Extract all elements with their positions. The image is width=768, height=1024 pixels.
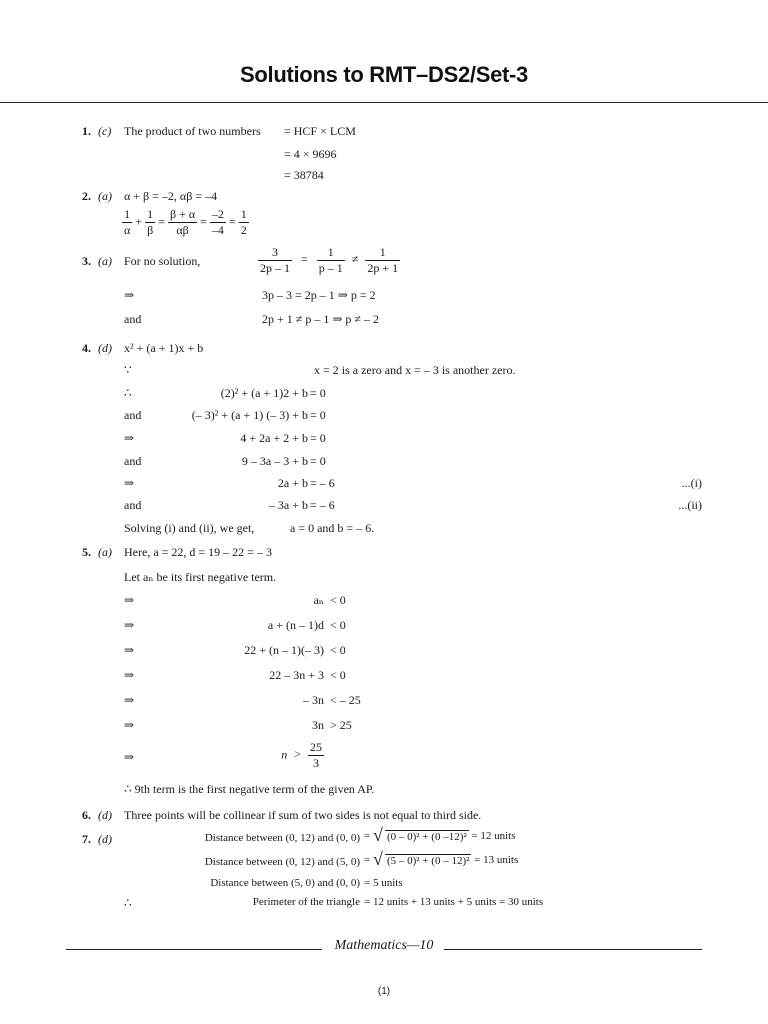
q4-implies2: ⇒ <box>124 476 135 490</box>
q4-therefore: ∴ <box>124 386 132 400</box>
q5-last-frac: $\frac{25}{3}$ <box>310 740 322 770</box>
q1-option: (c) <box>98 124 112 138</box>
q5-step-lhs: 22 + (n – 1)(– 3) <box>244 643 324 657</box>
q2-frac4: $\frac{-2}{-4}$ <box>211 207 224 237</box>
q7-d2-value: = √ (5 – 0)² + (0 – 12)² = 13 units <box>364 854 518 867</box>
q7-d1-label: Distance between (0, 12) and (0, 0) <box>204 832 360 844</box>
q4-eq3-rhs: = 0 <box>310 431 326 445</box>
q5-last-expr: n > $\frac{25}{3}$ <box>281 740 322 770</box>
q5-number: 5. <box>82 545 91 559</box>
q4-and2: and <box>124 454 142 468</box>
q6-option: (d) <box>98 808 112 822</box>
q7-perimeter-label: Perimeter of the triangle <box>252 896 360 908</box>
q4-solving: Solving (i) and (ii), we get, <box>124 521 255 535</box>
page-number: (1) <box>377 986 391 997</box>
q4-number: 4. <box>82 341 91 355</box>
q5-line1: Here, a = 22, d = 19 – 22 = – 3 <box>124 545 272 559</box>
q3-line3: 2p + 1 ≠ p – 1 ⇒ p ≠ – 2 <box>262 312 379 326</box>
q5-step-rhs: < 0 <box>330 618 346 632</box>
q4-and3: and <box>124 498 142 512</box>
q5-step-arrow: ⇒ <box>124 693 135 707</box>
q2-number: 2. <box>82 189 91 203</box>
q3-frac1: $\frac{3}{2p - 1}$ <box>260 245 290 275</box>
q2-option: (a) <box>98 189 112 203</box>
q3-frac3: $\frac{1}{2p + 1}$ <box>367 245 399 275</box>
q6-text: Three points will be collinear if sum of two sides is not equal to third side. <box>124 808 482 822</box>
q7-d3-label: Distance between (5, 0) and (0, 0) <box>210 877 360 889</box>
q4-eq2-rhs: = 0 <box>310 408 326 422</box>
q7-d1-value: = √ (0 – 0)² + (0 –12)² = 12 units <box>364 830 516 843</box>
q5-step-arrow: ⇒ <box>124 718 135 732</box>
footer-text: Mathematics—10 <box>334 938 434 953</box>
q4-tag-ii: ...(ii) <box>678 498 702 512</box>
q5-step-lhs: aₙ <box>313 593 324 607</box>
q1-line2: = 4 × 9696 <box>284 147 337 161</box>
q5-step-arrow: ⇒ <box>124 643 135 657</box>
q3-implies: ⇒ <box>124 288 135 302</box>
q4-since: ∵ <box>124 363 132 377</box>
q5-step-arrow: ⇒ <box>124 593 135 607</box>
q4-eq4-lhs: 9 – 3a – 3 + b <box>241 454 308 468</box>
q5-step-arrow: ⇒ <box>124 618 135 632</box>
q4-eq4-rhs: = 0 <box>310 454 326 468</box>
q4-eq5-rhs: = – 6 <box>310 476 335 490</box>
q4-and1: and <box>124 408 142 422</box>
q5-last-arrow: ⇒ <box>124 750 135 764</box>
q2-line1: α + β = –2, αβ = –4 <box>124 189 218 203</box>
q4-tag-i: ...(i) <box>681 476 702 490</box>
q3-text: For no solution, <box>124 254 201 268</box>
q4-implies1: ⇒ <box>124 431 135 445</box>
q7-d2-sqrt: √ (5 – 0)² + (0 – 12)² <box>373 854 471 867</box>
q5-step-rhs: < – 25 <box>330 693 361 707</box>
q5-step-rhs: < 0 <box>330 643 346 657</box>
q5-step-rhs: > 25 <box>330 718 352 732</box>
q5-step-rhs: < 0 <box>330 593 346 607</box>
q1-rhs: = HCF × LCM <box>284 124 356 138</box>
q4-eq6-rhs: = – 6 <box>310 498 335 512</box>
q6-number: 6. <box>82 808 91 822</box>
q4-option: (d) <box>98 341 112 355</box>
q5-option: (a) <box>98 545 112 559</box>
q2-frac3: $\frac{\beta + \alpha}{\alpha\beta}$ <box>169 207 196 237</box>
q5-conclusion: ∴ 9th term is the first negative term of the given AP. <box>124 782 375 796</box>
q5-step-lhs: 3n <box>312 718 324 732</box>
q5-step-lhs: a + (n – 1)d <box>267 618 324 632</box>
q7-d1-sqrt: √ (0 – 0)² + (0 –12)² <box>373 830 469 843</box>
q7-number: 7. <box>82 832 91 846</box>
q4-eq2-lhs: (– 3)² + (a + 1) (– 3) + b <box>191 408 308 422</box>
q4-eq1-lhs: (2)² + (a + 1)2 + b <box>220 386 308 400</box>
q3-fraction-line: $\frac{3}{2p - 1}$ = $\frac{1}{p - 1}$ ≠ $\frac{1}{2p + 1}$ <box>260 245 399 275</box>
q3-option: (a) <box>98 254 112 268</box>
q5-step-arrow: ⇒ <box>124 668 135 682</box>
q4-solution: a = 0 and b = – 6. <box>290 521 375 535</box>
q4-eq6-lhs: – 3a + b <box>268 498 308 512</box>
q5-step-lhs: 22 – 3n + 3 <box>269 668 324 682</box>
q3-and: and <box>124 312 142 326</box>
page-title: Solutions to RMT–DS2/Set-3 <box>240 62 528 87</box>
q1-text: The product of two numbers <box>124 124 261 138</box>
q4-eq5-lhs: 2a + b <box>277 476 308 490</box>
q7-therefore: ∴ <box>124 896 132 910</box>
q4-eq3-lhs: 4 + 2a + 2 + b <box>240 431 308 445</box>
q2-fraction-line: $\frac{1}{\alpha}$ + $\frac{1}{\beta}$ = $\frac{\beta + \alpha}{\alpha\beta}$ = $\frac{-2}{-4}$ = $\frac{1}{2}$ <box>124 207 247 237</box>
q2-frac5: $\frac{1}{2}$ <box>240 207 247 237</box>
q4-since-text: x = 2 is a zero and x = – 3 is another zero. <box>314 363 516 377</box>
q4-eq1-rhs: = 0 <box>310 386 326 400</box>
title-rule <box>0 102 768 103</box>
q2-frac1: $\frac{1}{\alpha}$ <box>124 207 131 237</box>
q7-d2-label: Distance between (0, 12) and (5, 0) <box>204 856 360 868</box>
q7-d3-value: = 5 units <box>364 877 403 889</box>
q5-line2: Let aₙ be its first negative term. <box>124 570 277 584</box>
q7-perimeter-value: = 12 units + 13 units + 5 units = 30 units <box>364 896 544 908</box>
q1-line3: = 38784 <box>284 168 324 182</box>
q5-step-lhs: – 3n <box>303 693 324 707</box>
q3-line2: 3p – 3 = 2p – 1 ⇒ p = 2 <box>262 288 376 302</box>
q5-step-rhs: < 0 <box>330 668 346 682</box>
q7-option: (d) <box>98 832 112 846</box>
q4-polynomial: x² + (a + 1)x + b <box>124 341 204 355</box>
q3-number: 3. <box>82 254 91 268</box>
q3-frac2: $\frac{1}{p - 1}$ <box>318 245 343 275</box>
q2-frac2: $\frac{1}{\beta}$ <box>147 207 154 237</box>
q1-number: 1. <box>82 124 91 138</box>
